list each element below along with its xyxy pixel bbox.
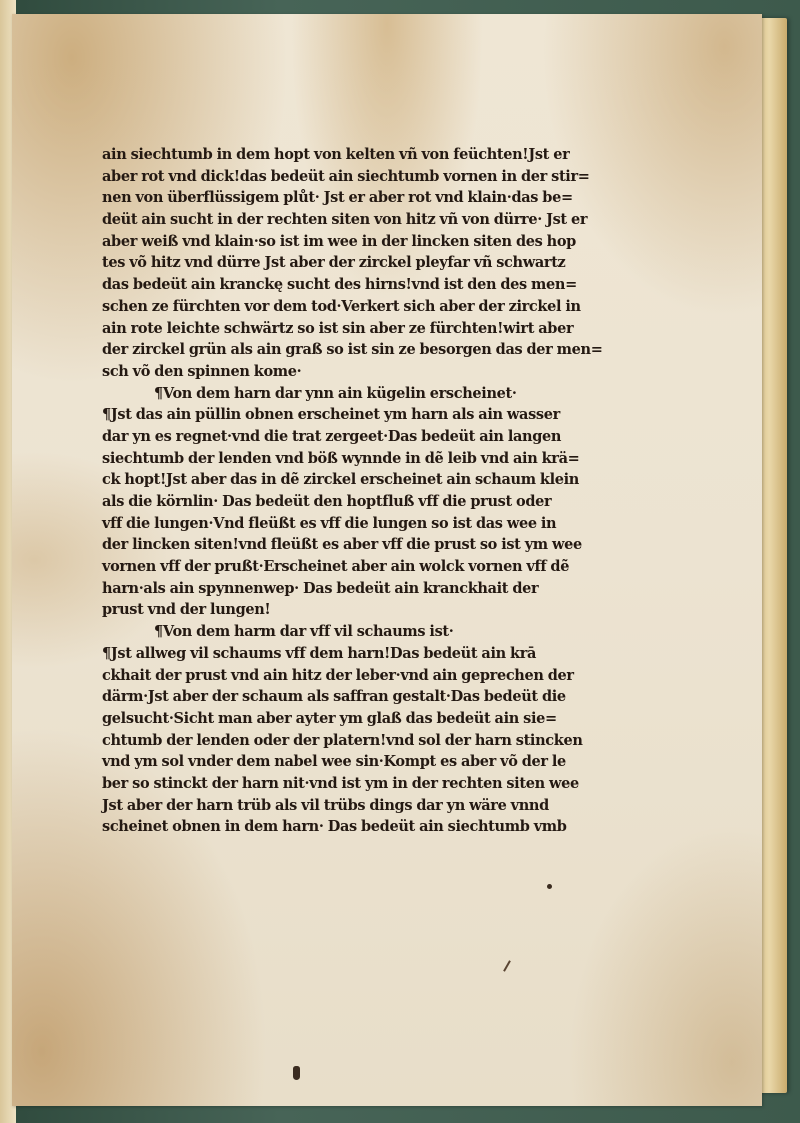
text-line: ck hopt!Jst aber das in dẽ zirckel erscheinet ain schaum klein: [102, 471, 579, 489]
text-line: prust vnd der lungen!: [102, 601, 271, 619]
text-line: vff die lungen·Vnd fleüßt es vff die lungen so ist das wee in: [102, 514, 557, 532]
text-line: aber rot vnd dick!das bedeüt ain siechtumb vornen in der stir=: [102, 167, 590, 185]
text-line: vornen vff der prußt·Erscheinet aber ain wolck vornen vff dẽ: [102, 558, 570, 576]
text-line: Jst aber der harn trüb als vil trübs dings dar yn wäre vnnd: [102, 796, 549, 814]
text-line: därm·Jst aber der schaum als saffran gestalt·Das bedeüt die: [102, 688, 566, 706]
text-line: als die körnlin· Das bedeüt den hoptfluß vff die prust oder: [102, 493, 552, 510]
text-line: harn·als ain spynnenwep· Das bedeüt ain kranckhait der: [102, 579, 539, 597]
text-line: ain rote leichte schwärtz so ist sin aber ze fürchten!wirt aber: [102, 319, 574, 337]
text-block: [102, 144, 632, 838]
section-heading: ¶Von dem harm dar vff vil schaums ist·: [154, 623, 454, 641]
text-line: gelsucht·Sicht man aber ayter ym glaß das bedeüt ain sie=: [102, 709, 557, 727]
ink-dot: [547, 884, 552, 889]
text-line: tes võ hitz vnd dürre Jst aber der zirckel pleyfar vñ schwartz: [102, 254, 566, 272]
manuscript-page: [12, 14, 762, 1106]
text-line: ckhait der prust vnd ain hitz der leber·vnd ain geprechen der: [102, 666, 574, 684]
text-line: schen ze fürchten vor dem tod·Verkert sich aber der zirckel in: [102, 297, 581, 315]
text-line: der zirckel grün als ain graß so ist sin ze besorgen das der men=: [102, 341, 603, 359]
text-line: sch võ den spinnen kome·: [102, 362, 302, 380]
text-line: ber so stinckt der harn nit·vnd ist ym in der rechten siten wee: [102, 774, 579, 792]
text-line: vnd ym sol vnder dem nabel wee sin·Kompt es aber võ der le: [102, 753, 566, 771]
text-line: scheinet obnen in dem harn· Das bedeüt ain siechtumb vmb: [102, 818, 567, 836]
text-line: aber weiß vnd klain·so ist im wee in der lincken siten des hop: [102, 232, 576, 250]
text-line: ¶Jst allweg vil schaums vff dem harn!Das bedeüt ain krā: [102, 644, 537, 662]
text-line: siechtumb der lenden vnd böß wynnde in dẽ leib vnd ain krä=: [102, 449, 580, 467]
text-line: nen von überflüssigem plůt· Jst er aber rot vnd klain·das be=: [102, 189, 573, 207]
text-line: dar yn es regnet·vnd die trat zergeet·Das bedeüt ain langen: [102, 427, 562, 445]
text-line: deüt ain sucht in der rechten siten von hitz vñ von dürre· Jst er: [102, 211, 588, 229]
text-line: chtumb der lenden oder der platern!vnd sol der harn stincken: [102, 731, 583, 749]
text-line: ain siechtumb in dem hopt von kelten vñ von feüchten!Jst er: [102, 146, 570, 163]
text-line: ¶Jst das ain püllin obnen erscheinet ym harn als ain wasser: [102, 406, 560, 424]
text-line: das bedeüt ain kranckę sucht des hirns!vnd ist den des men=: [102, 276, 577, 294]
ink-spot: [293, 1066, 300, 1080]
section-heading: ¶Von dem harn dar ynn ain kügelin erscheinet·: [154, 384, 517, 402]
text-line: der lincken siten!vnd fleüßt es aber vff die prust so ist ym wee: [102, 536, 582, 554]
